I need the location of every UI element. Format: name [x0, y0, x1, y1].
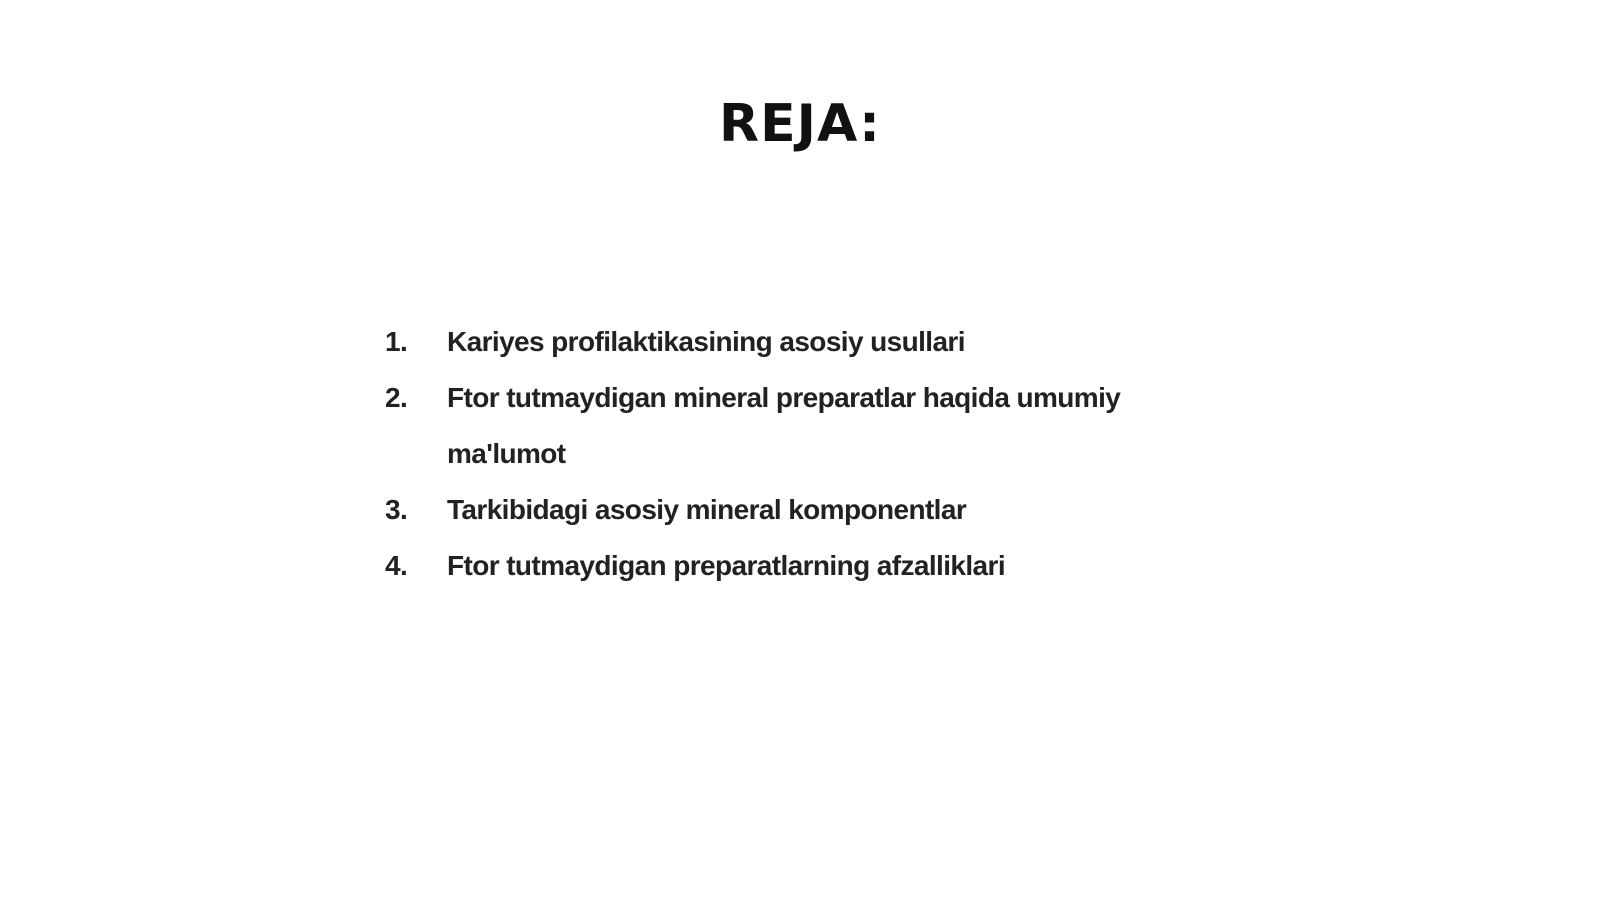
plan-item-text: Tarkibidagi asosiy mineral komponentlar [447, 494, 967, 525]
plan-item-text: Kariyes profilaktikasining asosiy usullari [447, 326, 965, 357]
plan-item-3 [385, 482, 1145, 538]
plan-item-number: 3. [385, 494, 408, 525]
plan-item-4 [385, 538, 1145, 594]
plan-item-number: 1. [385, 326, 408, 357]
plan-item-number: 2. [385, 382, 408, 413]
slide-title: REJA: [719, 94, 881, 154]
plan-item-number: 4. [385, 550, 408, 581]
plan-item-2 [385, 370, 1145, 482]
plan-list [385, 314, 1145, 594]
plan-item-text: Ftor tutmaydigan preparatlarning afzalliklari [447, 550, 1006, 581]
plan-item-1 [385, 314, 1145, 370]
plan-item-text: Ftor tutmaydigan mineral preparatlar haqida umumiy ma'lumot [447, 382, 1121, 469]
